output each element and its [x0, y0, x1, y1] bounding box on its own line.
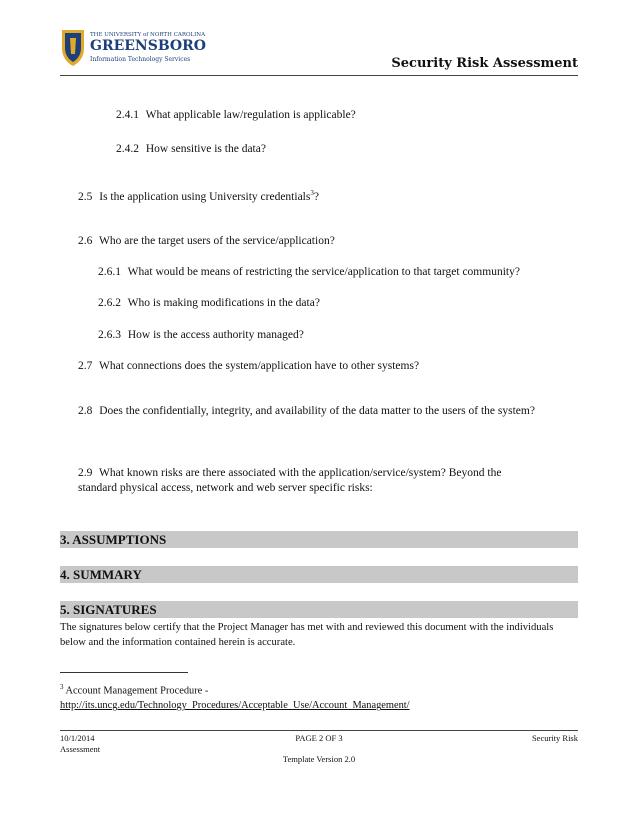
logo-line2: GREENSBORO [90, 38, 206, 54]
question-text: What known risks are there associated with the application/service/system? Beyond the standard physical access, network and web server specific risks: [78, 467, 502, 494]
question-text: How is the access authority managed? [127, 329, 304, 341]
question-2-6-3 [98, 328, 304, 343]
question-suffix: ? [313, 190, 319, 203]
footnote-mark: 3 [60, 683, 64, 691]
question-number: 2.9 [78, 467, 93, 479]
template-version: Template Version 2.0 [282, 754, 356, 764]
question-2-9 [78, 466, 538, 496]
question-number: 2.4.2 [116, 143, 139, 155]
footer-doc-name: Security Risk [531, 733, 578, 743]
question-2-4-2 [116, 142, 266, 157]
question-text: What connections does the system/application have to other systems? [99, 360, 420, 372]
question-text: Who is making modifications in the data? [127, 297, 320, 309]
question-text: Is the application using University credentials [99, 190, 311, 203]
question-2-7 [78, 359, 419, 374]
question-2-5 [78, 186, 319, 205]
footer-page-number: PAGE 2 OF 3 [295, 733, 343, 743]
question-text: What would be means of restricting the service/application to that target community? [127, 266, 520, 278]
logo-line3: Information Technology Services [90, 56, 191, 63]
section-summary: 4. SUMMARY [60, 566, 578, 583]
question-2-6 [78, 234, 335, 249]
logo-line1: THE UNIVERSITY of NORTH CAROLINA [90, 32, 206, 38]
uncg-logo [60, 26, 210, 72]
question-2-6-1 [98, 265, 538, 280]
question-number: 2.4.1 [116, 109, 139, 121]
footer-rule [60, 730, 578, 731]
question-number: 2.6.3 [98, 329, 121, 341]
footnote-reference: 3 [310, 189, 314, 197]
footer-date: 10/1/2014 Assessment [60, 733, 101, 754]
signatures-paragraph: The signatures below certify that the Project Manager has met with and reviewed this document with the individuals below and the information contained herein is accurate. [60, 622, 554, 648]
section-signatures: 5. SIGNATURES [60, 601, 578, 618]
section-assumptions: 3. ASSUMPTIONS [60, 531, 578, 548]
question-2-6-2 [98, 296, 320, 311]
question-text: How sensitive is the data? [145, 143, 266, 155]
question-number: 2.8 [78, 405, 93, 417]
footnote-link[interactable]: http://its.uncg.edu/Technology_Procedures/Acceptable_Use/Account_Management/ [60, 700, 410, 712]
question-number: 2.6.1 [98, 266, 121, 278]
footnote-text: Account Management Procedure - [63, 685, 209, 697]
document-title: Security Risk Assessment [391, 56, 578, 71]
question-number: 2.7 [78, 360, 93, 372]
question-text: Who are the target users of the service/application? [99, 235, 335, 247]
question-text: Does the confidentially, integrity, and availability of the data matter to the users of the system? [99, 405, 535, 417]
question-2-8 [78, 404, 558, 419]
footnote [60, 680, 410, 713]
header-rule [60, 75, 578, 76]
question-number: 2.6.2 [98, 297, 121, 309]
footnote-separator [60, 672, 188, 673]
footer-assessment: Assessment [60, 744, 101, 754]
question-2-4-1 [116, 108, 356, 123]
question-text: What applicable law/regulation is applicable? [145, 109, 356, 121]
question-number: 2.6 [78, 235, 93, 247]
question-number: 2.5 [78, 190, 93, 203]
